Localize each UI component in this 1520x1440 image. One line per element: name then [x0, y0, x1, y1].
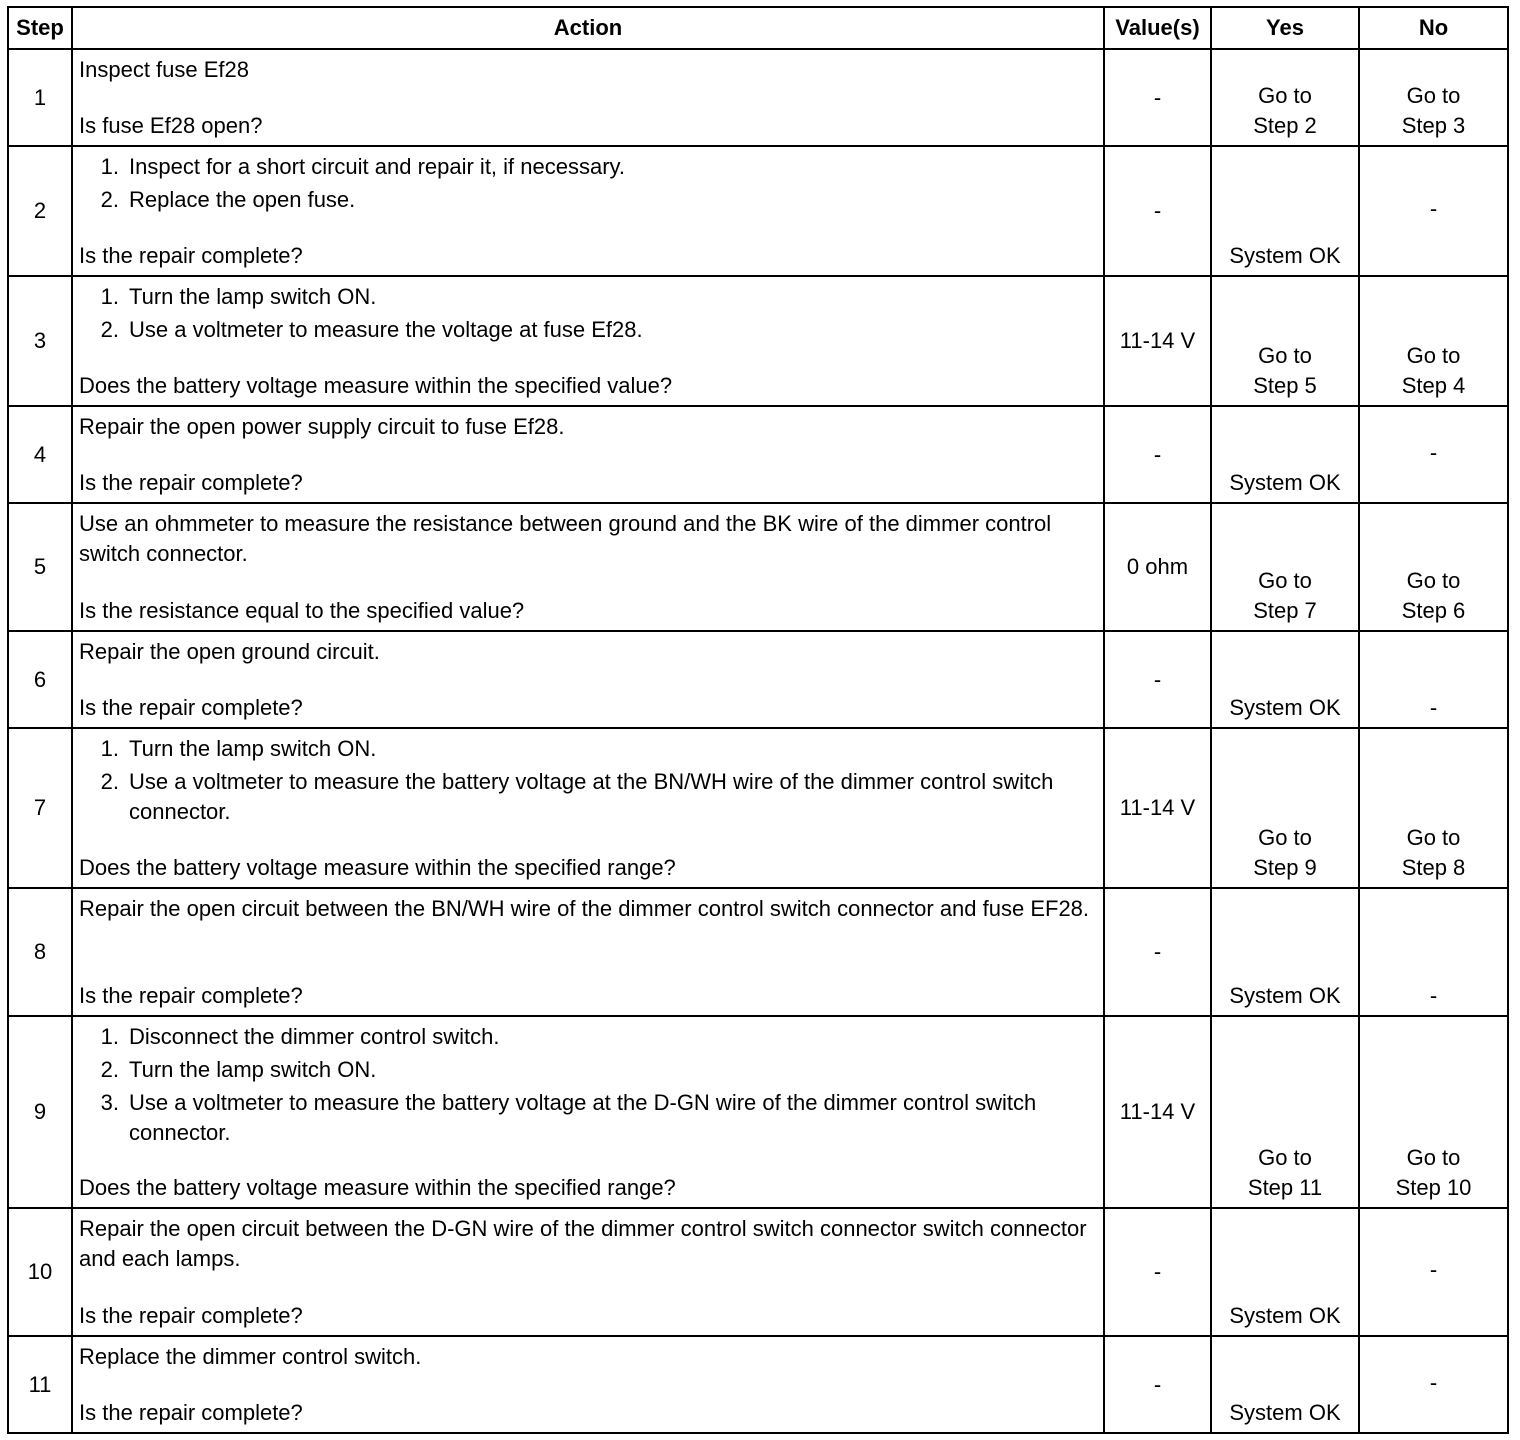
list-item-text: Turn the lamp switch ON. [129, 1057, 377, 1082]
no-cell [1359, 728, 1508, 888]
no-line: Step 6 [1401, 598, 1466, 623]
yes-cell [1211, 1208, 1359, 1336]
no-line: - [1429, 196, 1438, 221]
table-row [8, 1016, 1508, 1208]
table-row [8, 406, 1508, 503]
action-content [79, 734, 1097, 883]
table-row [8, 146, 1508, 276]
action-list-item [79, 185, 1097, 215]
no-cell [1359, 1016, 1508, 1208]
no-cell [1359, 503, 1508, 631]
list-item-text: Use a voltmeter to measure the battery voltage at the BN/WH wire of the dimmer control switch connector. [129, 769, 1054, 824]
action-content [79, 637, 1097, 723]
no-line: - [1429, 1369, 1438, 1395]
value-cell: - [1104, 888, 1211, 1016]
list-item-text: Turn the lamp switch ON. [129, 284, 377, 309]
action-instruction: Inspect fuse Ef28 [79, 57, 249, 82]
no-line: - [1429, 439, 1438, 465]
yes-line: Go to [1258, 1145, 1312, 1170]
no-cell [1359, 406, 1508, 503]
list-item-text: Turn the lamp switch ON. [129, 736, 377, 761]
no-line: - [1429, 695, 1438, 720]
list-item-number: 1. [100, 1024, 119, 1049]
step-number: 4 [8, 406, 72, 503]
list-item-text: Use a voltmeter to measure the battery voltage at the D-GN wire of the dimmer control switch connector. [129, 1090, 1037, 1145]
no-line: - [1429, 1257, 1438, 1282]
action-question: Does the battery voltage measure within the specified range? [79, 1175, 676, 1200]
yes-line: Step 11 [1247, 1175, 1323, 1200]
action-cell [72, 503, 1104, 631]
action-cell [72, 1208, 1104, 1336]
no-line: Go to [1406, 568, 1461, 593]
step-number: 8 [8, 888, 72, 1016]
yes-cell [1211, 888, 1359, 1016]
list-item-number: 1. [100, 154, 119, 179]
table-row [8, 728, 1508, 888]
action-question: Is the repair complete? [79, 1400, 303, 1425]
action-instruction: Repair the open circuit between the D-GN wire of the dimmer control switch connector switch connector and each lamps. [79, 1216, 1087, 1271]
header-values: Value(s) [1104, 7, 1211, 49]
action-instruction: Repair the open ground circuit. [79, 639, 380, 664]
value-cell: - [1104, 146, 1211, 276]
action-instruction: Replace the dimmer control switch. [79, 1344, 422, 1369]
diagnostic-table [7, 6, 1509, 1434]
list-item-number: 2. [100, 1057, 119, 1082]
no-line: Step 3 [1401, 113, 1466, 138]
yes-line: System OK [1229, 695, 1341, 720]
value-cell: - [1104, 1336, 1211, 1433]
header-row [8, 7, 1508, 49]
no-cell [1359, 888, 1508, 1016]
yes-line: System OK [1229, 470, 1341, 495]
action-cell [72, 146, 1104, 276]
action-list-item [79, 767, 1097, 827]
yes-line: Go to [1258, 343, 1312, 368]
action-list-item [79, 1088, 1097, 1148]
yes-line: Go to [1258, 83, 1312, 108]
action-list [79, 734, 1097, 830]
yes-cell [1211, 503, 1359, 631]
no-cell [1359, 1336, 1508, 1433]
action-question: Is the repair complete? [79, 470, 303, 495]
table-row [8, 503, 1508, 631]
yes-line: System OK [1229, 983, 1341, 1008]
list-item-number: 1. [100, 736, 119, 761]
list-item-text: Use a voltmeter to measure the voltage at fuse Ef28. [129, 317, 643, 342]
yes-cell [1211, 631, 1359, 728]
action-cell [72, 631, 1104, 728]
step-number: 10 [8, 1208, 72, 1336]
no-line: Step 4 [1401, 373, 1466, 398]
step-number: 1 [8, 49, 72, 146]
step-number: 9 [8, 1016, 72, 1208]
action-list-item [79, 315, 1097, 345]
action-question: Is the repair complete? [79, 695, 303, 720]
list-item-text: Inspect for a short circuit and repair it, if necessary. [129, 154, 626, 179]
yes-line: Step 9 [1253, 855, 1317, 880]
action-question: Is the resistance equal to the specified value? [79, 598, 525, 623]
value-cell: - [1104, 631, 1211, 728]
action-cell [72, 1336, 1104, 1433]
yes-line: Step 2 [1253, 113, 1317, 138]
list-item-number: 2. [100, 187, 119, 212]
action-content [79, 1022, 1097, 1203]
yes-line: Step 5 [1253, 373, 1317, 398]
action-content [79, 509, 1097, 626]
list-item-number: 2. [100, 769, 119, 794]
no-cell [1359, 146, 1508, 276]
yes-cell [1211, 49, 1359, 146]
action-cell [72, 1016, 1104, 1208]
list-item-number: 2. [100, 317, 119, 342]
action-content [79, 55, 1097, 141]
yes-cell [1211, 406, 1359, 503]
no-line: Step 10 [1395, 1175, 1472, 1200]
action-cell [72, 406, 1104, 503]
table-row [8, 631, 1508, 728]
value-cell: - [1104, 406, 1211, 503]
action-instruction: Use an ohmmeter to measure the resistance between ground and the BK wire of the dimmer control switch connector. [79, 511, 1052, 566]
action-list-item [79, 1055, 1097, 1085]
step-number: 7 [8, 728, 72, 888]
yes-line: System OK [1229, 243, 1341, 268]
action-list-item [79, 734, 1097, 764]
action-list-item [79, 152, 1097, 182]
yes-line: System OK [1229, 1400, 1341, 1425]
header-no: No [1359, 7, 1508, 49]
yes-line: Step 7 [1253, 598, 1317, 623]
action-content [79, 894, 1097, 1011]
action-content [79, 152, 1097, 271]
yes-cell [1211, 1336, 1359, 1433]
list-item-text: Disconnect the dimmer control switch. [129, 1024, 500, 1049]
yes-line: System OK [1229, 1303, 1341, 1328]
yes-line: Go to [1258, 568, 1312, 593]
no-cell [1359, 49, 1508, 146]
action-list-item [79, 1022, 1097, 1052]
step-number: 5 [8, 503, 72, 631]
action-question: Is the repair complete? [79, 983, 303, 1008]
action-content [79, 282, 1097, 401]
action-question: Does the battery voltage measure within the specified range? [79, 855, 676, 880]
list-item-text: Replace the open fuse. [129, 187, 356, 212]
list-item-number: 1. [100, 284, 119, 309]
action-list [79, 1022, 1097, 1151]
value-cell: 11-14 V [1104, 1016, 1211, 1208]
no-cell [1359, 631, 1508, 728]
step-number: 6 [8, 631, 72, 728]
action-cell [72, 49, 1104, 146]
action-instruction: Repair the open circuit between the BN/WH wire of the dimmer control switch connector and fuse EF28. [79, 896, 1090, 921]
value-cell: - [1104, 49, 1211, 146]
yes-cell [1211, 728, 1359, 888]
no-line: Go to [1406, 343, 1461, 368]
table-body [8, 49, 1508, 1433]
action-question: Is the repair complete? [79, 1303, 303, 1328]
action-question: Does the battery voltage measure within the specified value? [79, 373, 673, 398]
no-line: - [1429, 983, 1438, 1008]
action-instruction: Repair the open power supply circuit to fuse Ef28. [79, 414, 565, 439]
yes-cell [1211, 276, 1359, 406]
table-row [8, 1208, 1508, 1336]
action-question: Is the repair complete? [79, 243, 303, 268]
action-content [79, 1342, 1097, 1428]
step-number: 11 [8, 1336, 72, 1433]
action-list-item [79, 282, 1097, 312]
action-cell [72, 728, 1104, 888]
action-cell [72, 276, 1104, 406]
value-cell: 11-14 V [1104, 276, 1211, 406]
action-list [79, 282, 1097, 348]
yes-cell [1211, 1016, 1359, 1208]
no-cell [1359, 1208, 1508, 1336]
list-item-number: 3. [100, 1090, 119, 1115]
value-cell: - [1104, 1208, 1211, 1336]
no-line: Go to [1406, 83, 1461, 108]
no-cell [1359, 276, 1508, 406]
header-action: Action [72, 7, 1104, 49]
table-row [8, 276, 1508, 406]
table-row [8, 49, 1508, 146]
value-cell: 0 ohm [1104, 503, 1211, 631]
no-line: Go to [1406, 825, 1461, 850]
no-line: Step 8 [1401, 855, 1466, 880]
header-yes: Yes [1211, 7, 1359, 49]
action-list [79, 152, 1097, 218]
value-cell: 11-14 V [1104, 728, 1211, 888]
step-number: 2 [8, 146, 72, 276]
action-cell [72, 888, 1104, 1016]
yes-line: Go to [1258, 825, 1312, 850]
action-content [79, 1214, 1097, 1331]
action-question: Is fuse Ef28 open? [79, 113, 263, 138]
header-step: Step [8, 7, 72, 49]
table-row [8, 888, 1508, 1016]
yes-cell [1211, 146, 1359, 276]
table-row [8, 1336, 1508, 1433]
no-line: Go to [1406, 1145, 1461, 1170]
step-number: 3 [8, 276, 72, 406]
action-content [79, 412, 1097, 498]
